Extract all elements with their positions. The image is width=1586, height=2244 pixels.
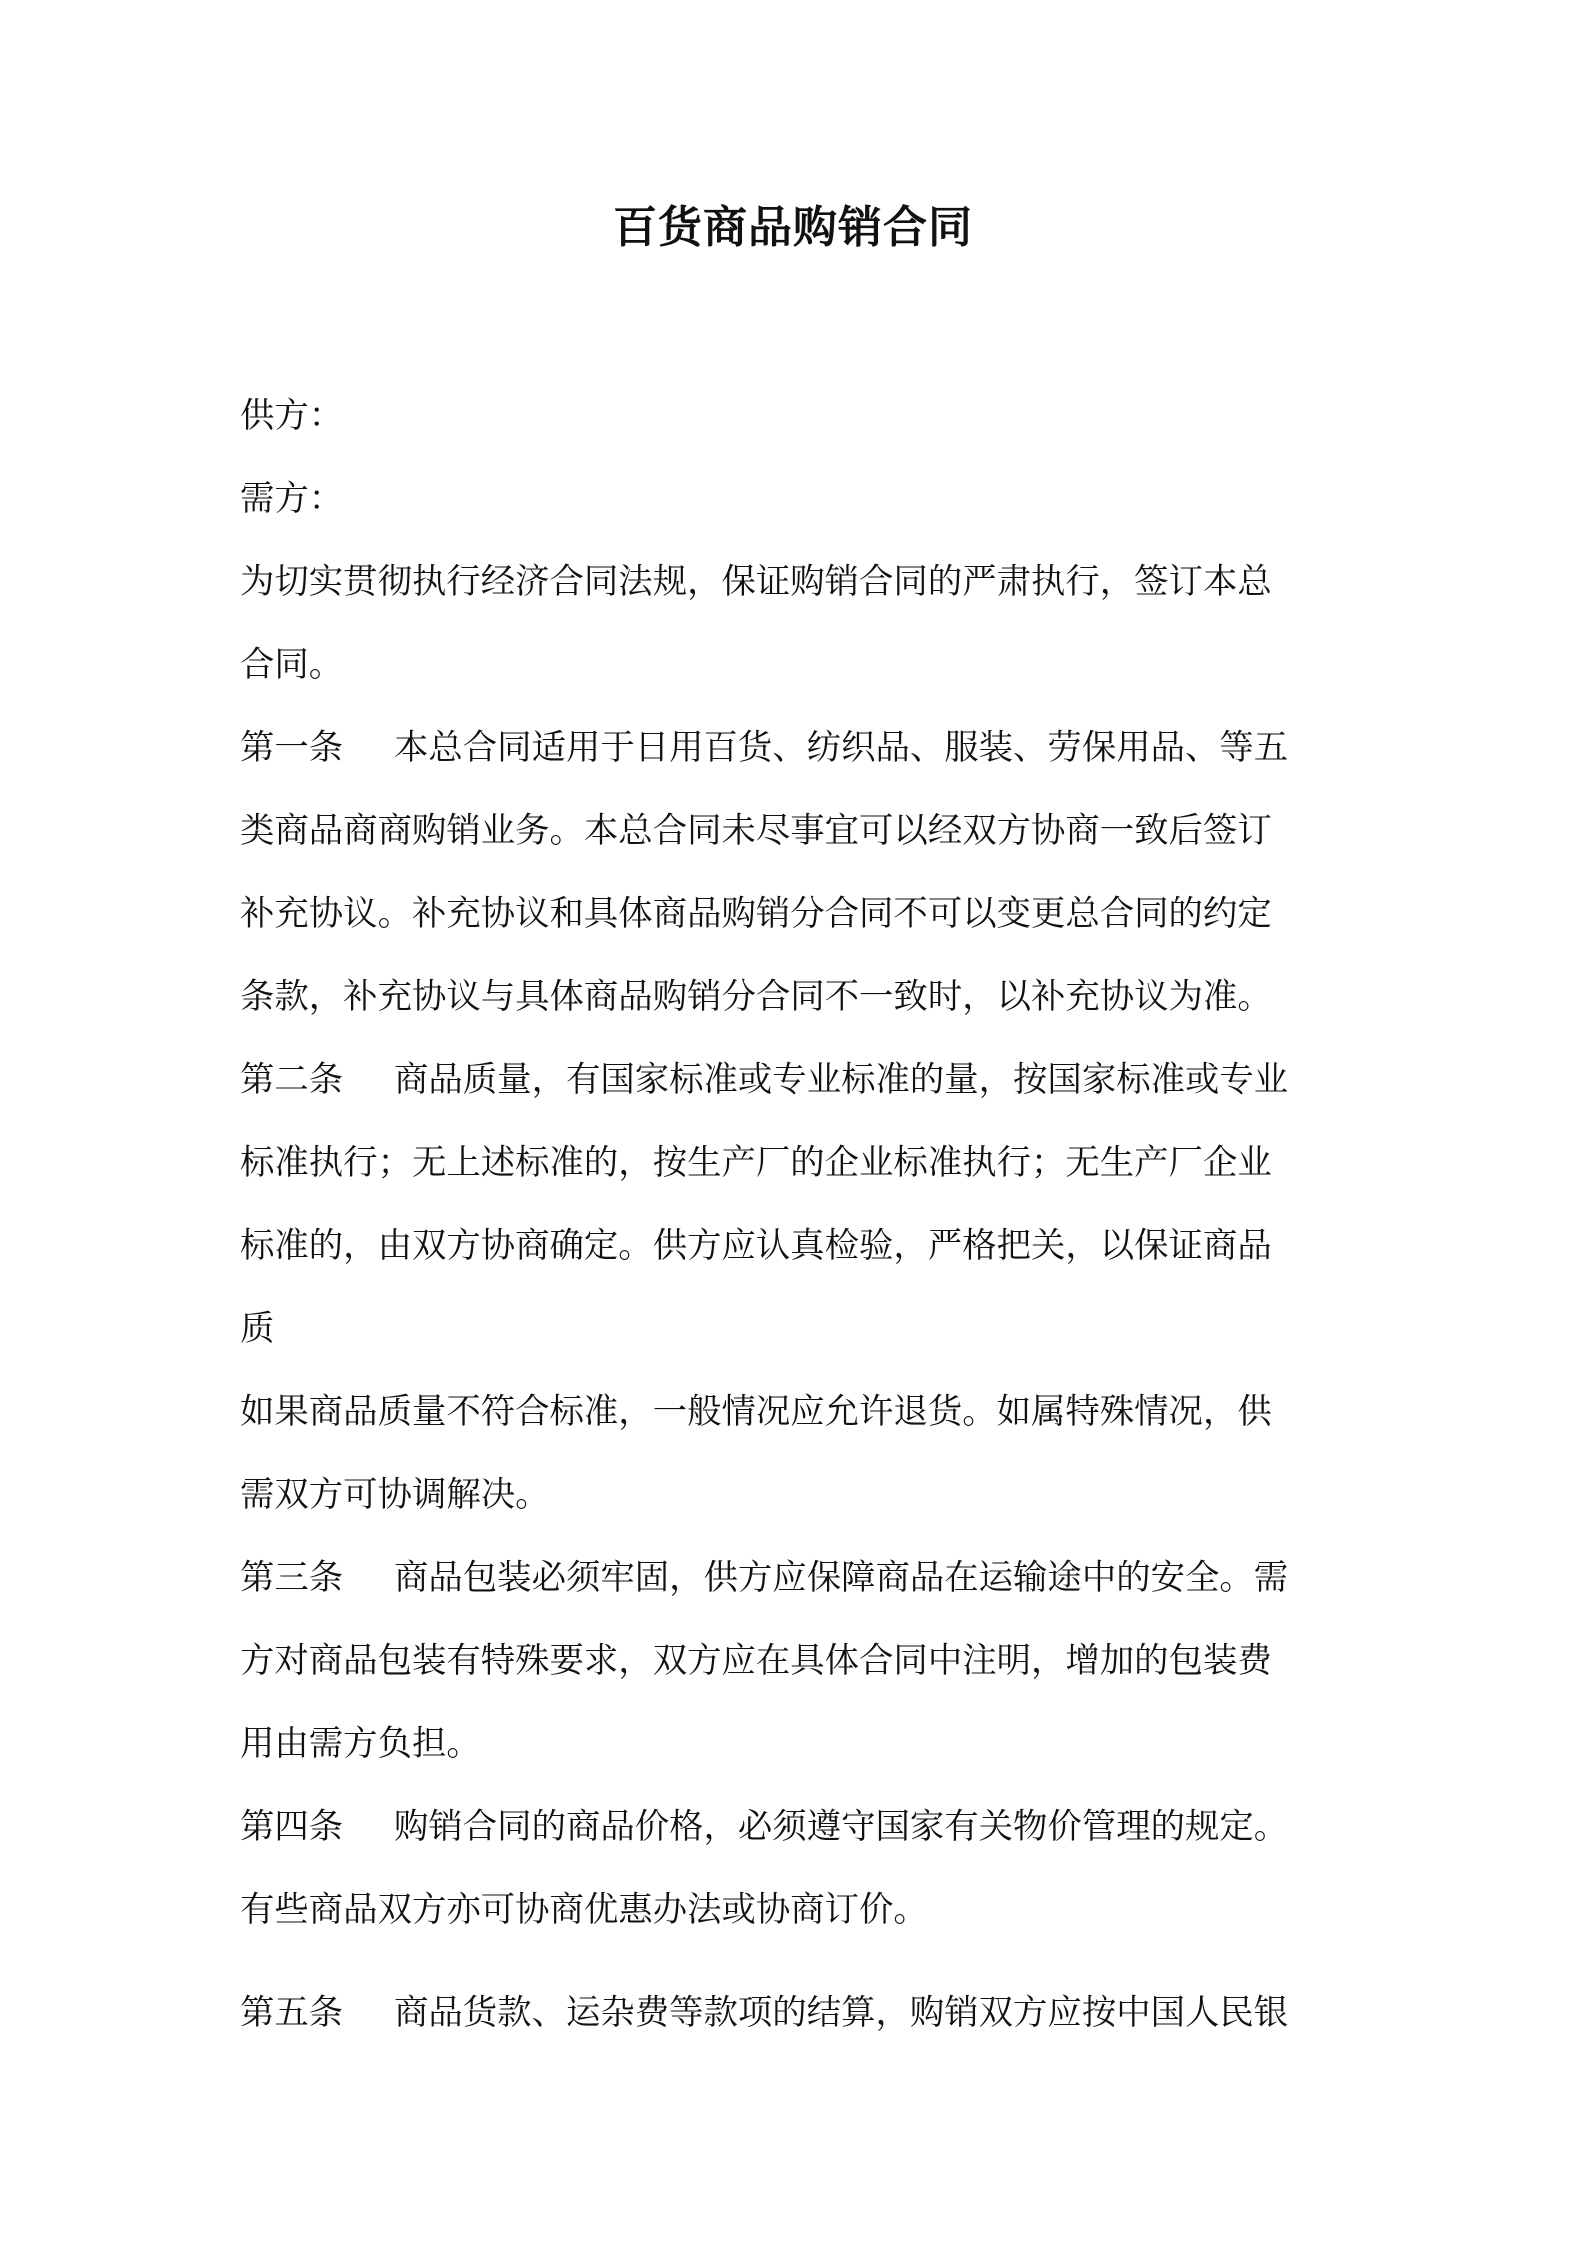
article-3-text: 商品包装必须牢固，供方应保障商品在运输途中的安全。需 <box>394 1558 1289 1598</box>
article-2-text: 商品质量，有国家标准或专业标准的量，按国家标准或专业 <box>394 1060 1289 1100</box>
preamble-line: 合同。 <box>240 645 344 685</box>
article-5-text: 商品货款、运杂费等款项的结算，购销双方应按中国人民银 <box>394 1993 1289 2033</box>
article-1-line: 条款，补充协议与具体商品购销分合同不一致时，以补充协议为准。 <box>240 977 1272 1017</box>
article-3-line: 方对商品包装有特殊要求，双方应在具体合同中注明，增加的包装费 <box>240 1641 1272 1681</box>
article-3-line: 用由需方负担。 <box>240 1724 481 1764</box>
article-2-line: 标准执行；无上述标准的，按生产厂的企业标准执行；无生产厂企业 <box>240 1143 1272 1183</box>
article-3-line <box>240 1537 1360 1620</box>
article-1-line: 类商品商商购销业务。本总合同未尽事宜可以经双方协商一致后签订 <box>240 811 1272 851</box>
article-2-line: 如果商品质量不符合标准，一般情况应允许退货。如属特殊情况，供 <box>240 1392 1272 1432</box>
article-1-line <box>240 707 1360 790</box>
article-5-line <box>240 1972 1360 2055</box>
supplier-label: 供方： <box>240 396 344 436</box>
article-2-label: 第二条 <box>240 1060 344 1100</box>
article-2-line: 标准的，由双方协商确定。供方应认真检验，严格把关，以保证商品 <box>240 1226 1272 1266</box>
article-4-text: 购销合同的商品价格，必须遵守国家有关物价管理的规定。 <box>394 1807 1289 1847</box>
article-1-text: 本总合同适用于日用百货、纺织品、服装、劳保用品、等五 <box>394 728 1289 768</box>
article-2-line <box>240 1039 1360 1122</box>
article-5-label: 第五条 <box>240 1993 344 2033</box>
buyer-label: 需方： <box>240 479 344 519</box>
article-2-line: 质 <box>240 1309 275 1349</box>
article-1-line: 补充协议。补充协议和具体商品购销分合同不可以变更总合同的约定 <box>240 894 1272 934</box>
preamble-line: 为切实贯彻执行经济合同法规，保证购销合同的严肃执行，签订本总 <box>240 562 1272 602</box>
article-4-line <box>240 1786 1360 1869</box>
page-title: 百货商品购销合同 <box>613 202 973 253</box>
article-2-line: 需双方可协调解决。 <box>240 1475 550 1515</box>
article-3-label: 第三条 <box>240 1558 344 1598</box>
article-4-line: 有些商品双方亦可协商优惠办法或协商订价。 <box>240 1890 928 1930</box>
article-4-label: 第四条 <box>240 1807 344 1847</box>
contract-body <box>240 375 1360 2055</box>
article-1-label: 第一条 <box>240 728 344 768</box>
